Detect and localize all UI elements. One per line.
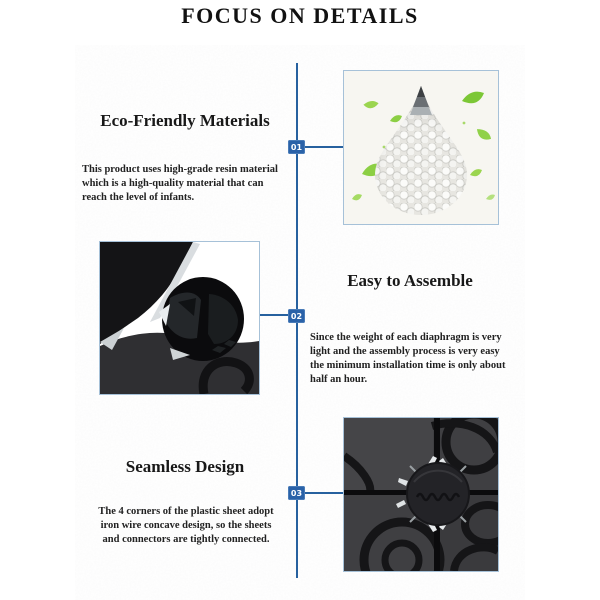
resin-droplet-illustration bbox=[344, 71, 498, 224]
timeline-badge-02: 02 bbox=[288, 309, 305, 323]
body-line: half an hour. bbox=[310, 374, 368, 385]
timeline-badge-01: 01 bbox=[288, 140, 305, 154]
connector-closeup-illustration bbox=[100, 242, 259, 394]
connector-line-3 bbox=[304, 492, 344, 494]
body-line: This product uses high-grade resin material bbox=[82, 164, 278, 175]
body-line: The 4 corners of the plastic sheet adopt bbox=[98, 506, 274, 517]
panel-corner-photo bbox=[343, 417, 499, 572]
section-body-eco-friendly bbox=[82, 163, 307, 205]
section-body-seamless-design bbox=[75, 505, 297, 547]
body-line: the minimum installation time is only about bbox=[310, 360, 506, 371]
body-line: iron wire concave design, so the sheets bbox=[100, 520, 272, 531]
resin-droplet-photo bbox=[343, 70, 499, 225]
page-title: FOCUS ON DETAILS bbox=[181, 3, 419, 28]
panel-corner-illustration bbox=[344, 418, 498, 571]
section-heading-easy-assemble: Easy to Assemble bbox=[347, 271, 473, 290]
disc-connector bbox=[407, 463, 469, 525]
section-heading-eco-friendly: Eco-Friendly Materials bbox=[100, 111, 270, 130]
connector-line-2 bbox=[257, 314, 289, 316]
section-body-easy-assemble bbox=[310, 331, 550, 387]
body-line: and connectors are tightly connected. bbox=[102, 534, 270, 545]
connector-line-1 bbox=[304, 146, 344, 148]
section-heading-seamless-design: Seamless Design bbox=[125, 457, 245, 476]
body-line: reach the level of infants. bbox=[82, 192, 195, 203]
connector-closeup-photo bbox=[99, 241, 260, 395]
body-line: which is a high-quality material that can bbox=[82, 178, 264, 189]
timeline-badge-03: 03 bbox=[288, 486, 305, 500]
body-line: Since the weight of each diaphragm is very bbox=[310, 332, 502, 343]
body-line: light and the assembly process is very easy bbox=[310, 346, 500, 357]
